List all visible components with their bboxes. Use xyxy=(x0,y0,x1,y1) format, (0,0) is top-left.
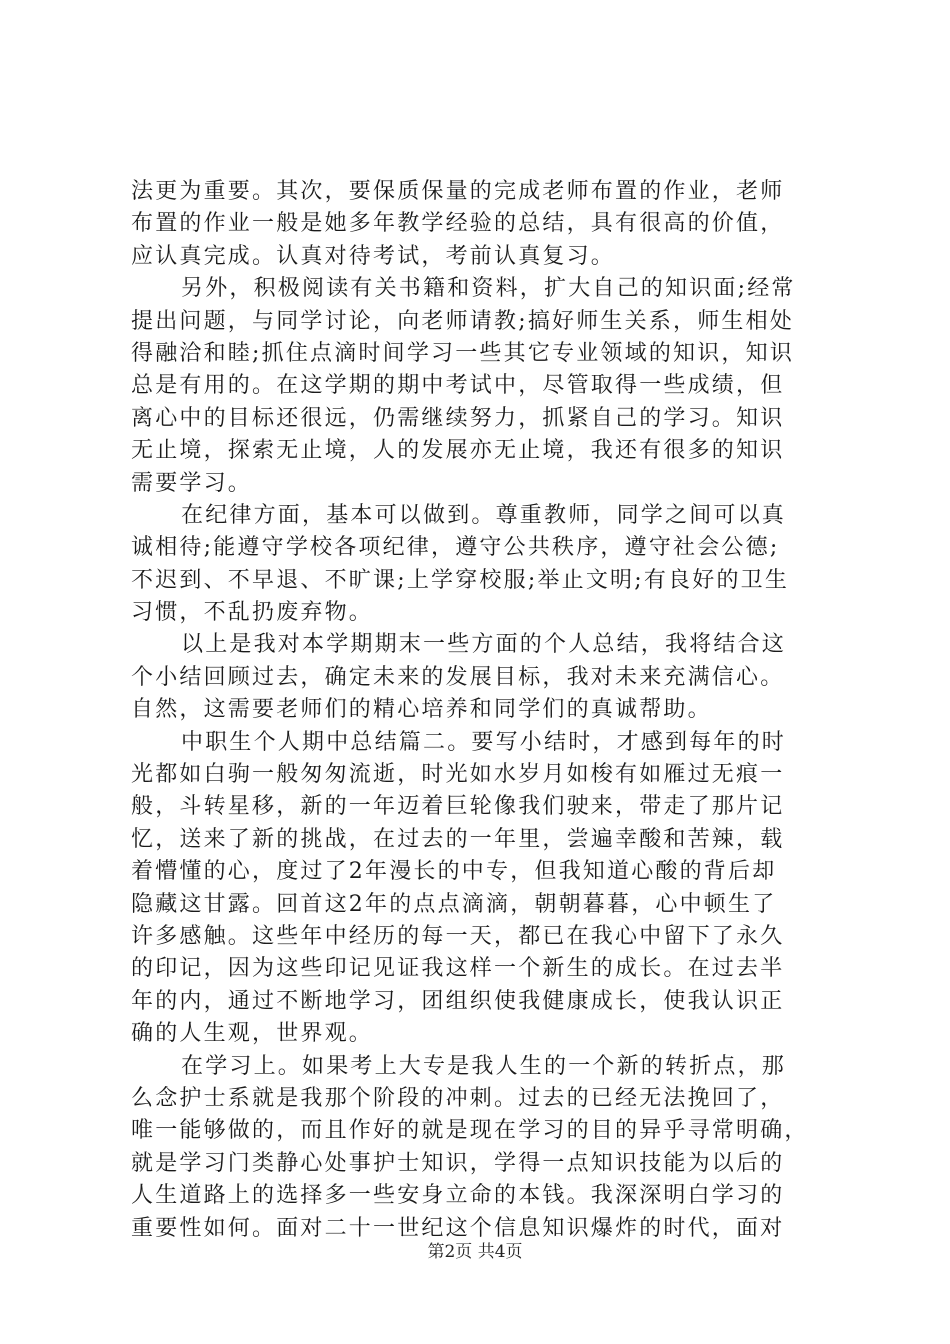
text-line: 习惯，不乱扔废弃物。 xyxy=(131,600,374,626)
text-line: 离心中的目标还很远，仍需继续努力，抓紧自己的学习。知识 xyxy=(131,405,785,431)
text-line: 总是有用的。在这学期的期中考试中，尽管取得一些成绩，但 xyxy=(131,373,785,399)
text-line: 得融洽和睦;抓住点滴时间学习一些其它专业领域的知识，知识 xyxy=(131,340,795,366)
text-line: 光都如白驹一般匆匆流逝，时光如水岁月如梭有如雁过无痕一 xyxy=(131,762,785,788)
paragraph-first-line: 中职生个人期中总结篇二。要写小结时，才感到每年的时 xyxy=(181,729,787,755)
text-line: 隐藏这甘露。回首这2年的点点滴滴，朝朝暮暮，心中顿生了 xyxy=(131,891,777,917)
text-line: 着懵懂的心，度过了2年漫长的中专，但我知道心酸的背后却 xyxy=(131,859,777,885)
text-line: 需要学习。 xyxy=(131,470,253,496)
text-line: 唯一能够做的，而且作好的就是现在学习的目的异乎寻常明确， xyxy=(131,1118,809,1144)
paragraph-first-line: 以上是我对本学期期末一些方面的个人总结，我将结合这 xyxy=(181,632,787,658)
paragraph-first-line: 在纪律方面，基本可以做到。尊重教师，同学之间可以真 xyxy=(181,502,787,528)
paragraph-first-line: 在学习上。如果考上大专是我人生的一个新的转折点，那 xyxy=(181,1053,787,1079)
text-line: 忆，送来了新的挑战，在过去的一年里，尝遍幸酸和苦辣，载 xyxy=(131,826,785,852)
text-line: 应认真完成。认真对待考试，考前认真复习。 xyxy=(131,243,616,269)
text-line: 许多感触。这些年中经历的每一天，都已在我心中留下了永久 xyxy=(131,923,785,949)
text-line: 诚相待;能遵守学校各项纪律，遵守公共秩序，遵守社会公德; xyxy=(131,535,780,561)
page-number-footer: 第2页 共4页 xyxy=(427,1242,523,1262)
text-line: 重要性如何。面对二十一世纪这个信息知识爆炸的时代，面对 xyxy=(131,1215,785,1241)
text-line: 人生道路上的选择多一些安身立命的本钱。我深深明白学习的 xyxy=(131,1183,785,1209)
paragraph-first-line: 另外，积极阅读有关书籍和资料，扩大自己的知识面;经常 xyxy=(181,276,796,302)
text-line: 的印记，因为这些印记见证我这样一个新生的成长。在过去半 xyxy=(131,956,785,982)
text-line: 自然，这需要老师们的精心培养和同学们的真诚帮助。 xyxy=(131,697,712,723)
text-line: 么念护士系就是我那个阶段的冲刺。过去的已经无法挽回了， xyxy=(131,1085,785,1111)
text-line: 不迟到、不早退、不旷课;上学穿校服;举止文明;有良好的卫生 xyxy=(131,567,790,593)
text-line: 确的人生观，世界观。 xyxy=(131,1021,374,1047)
text-line: 就是学习门类静心处事护士知识，学得一点知识技能为以后的 xyxy=(131,1150,785,1176)
text-line: 无止境，探索无止境，人的发展亦无止境，我还有很多的知识 xyxy=(131,438,785,464)
text-line: 法更为重要。其次，要保质保量的完成老师布置的作业，老师 xyxy=(131,179,785,204)
text-line: 布置的作业一般是她多年教学经验的总结，具有很高的价值， xyxy=(131,211,785,237)
text-line: 年的内，通过不断地学习，团组织使我健康成长，使我认识正 xyxy=(131,988,785,1014)
document-body xyxy=(131,176,831,1245)
text-line: 般，斗转星移，新的一年迈着巨轮像我们驶来，带走了那片记 xyxy=(131,794,785,820)
text-line: 提出问题，与同学讨论，向老师请教;搞好师生关系，师生相处 xyxy=(131,308,795,334)
text-line: 个小结回顾过去，确定未来的发展目标，我对未来充满信心。 xyxy=(131,664,785,690)
